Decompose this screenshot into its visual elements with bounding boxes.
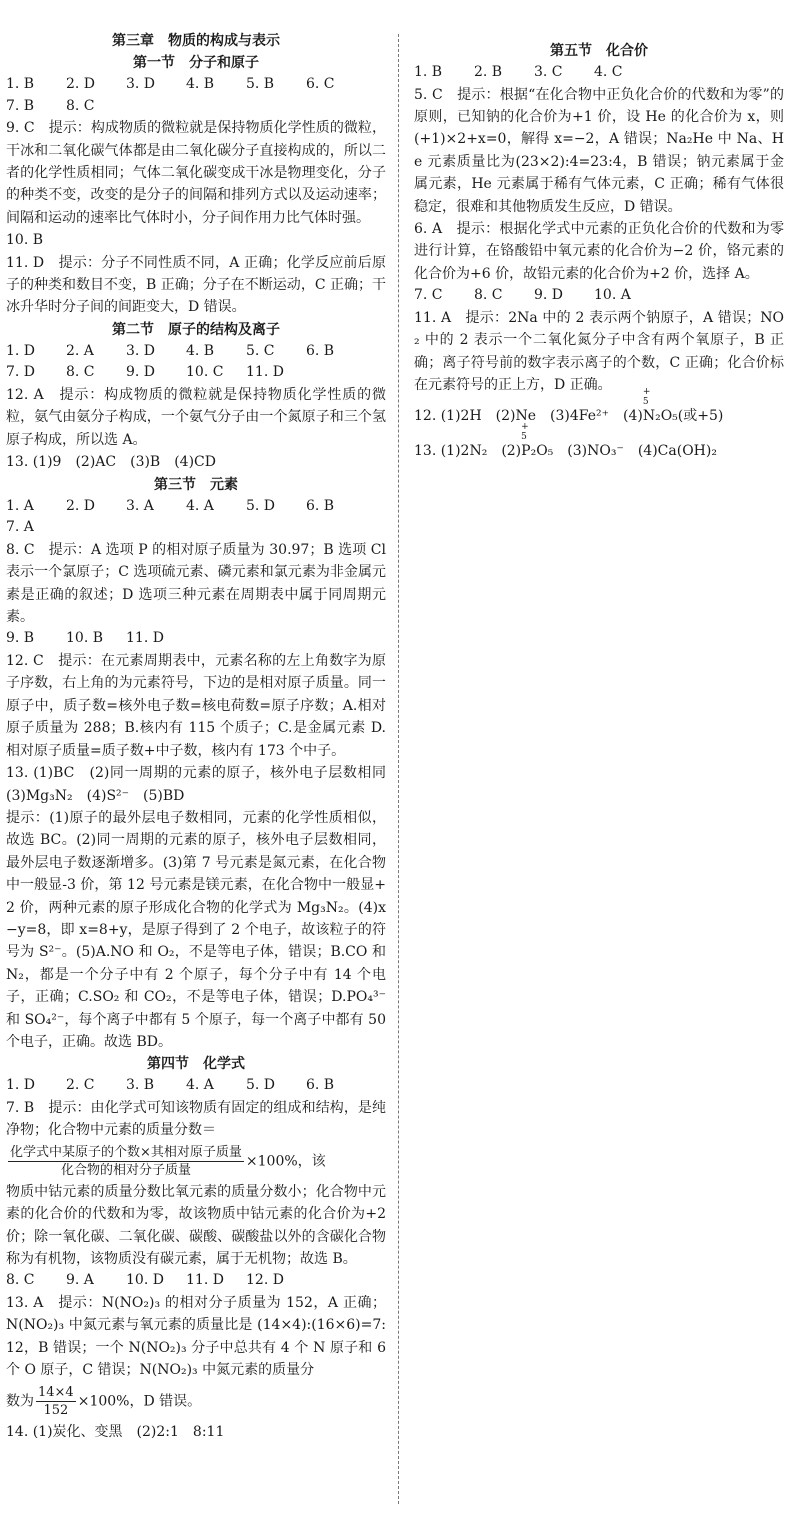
answer-paragraph: 12. A 提示：构成物质的微粒就是保持物质化学性质的微粒，氨气由氨分子构成，一个氨气分子由一个氮原子和三个氢原子构成，所以选 A。 (6, 387, 386, 448)
answer-paragraph: 12. (1)2H (2)Ne (3)4Fe²⁺ (4) +5 N₂O₅(或+5) (414, 401, 784, 431)
answer-row: 1. B 2. D 3. D 4. B 5. B 6. C (6, 76, 335, 92)
answer-row: 1. D 2. C 3. B 4. A 5. D 6. B (6, 1077, 335, 1094)
fraction: $\frac{14\times 4}{152}$ (38, 1384, 74, 1418)
answer-paragraph: 13. (1)2N₂ (2) +5 P₂O₅ (3)NO₃⁻ (4)Ca(OH)₂ (414, 436, 784, 466)
answer-paragraph: 6. A 提示：根据化学式中元素的正负化合价的代数和为零进行计算，在铬酸铅中氧元素的化合价为−2 价，铬元素的化合价为+6 价，故铅元素的化合价为+2 价，选择 A。 (414, 221, 784, 282)
section-1-title: 第一节 分子和原子 (133, 55, 259, 71)
answer-row: 1. A 2. D 3. A 4. A 5. D 6. B (6, 497, 335, 514)
answer-paragraph: 物质中钴元素的质量分数比氧元素的质量分数小；化合物中元素的化合价的代数和为零，故该物质中钴元素的化合价为+2 价；除一氧化碳、二氧化碳、碳酸、碳酸盐以外的含碳化合物称为有机物，该物质没有碳元素，属于无机物；故选 B。 (6, 1183, 386, 1267)
fraction: $\frac{\text{化学式中某原子的个数×其相对原子质量}}{\text{化合物的相对分子质量}}$ (10, 1144, 242, 1178)
answer-paragraph: 12. C 提示：在元素周期表中，元素名称的左上角数字为原子序数，右上角的为元素符号，下边的是相对原子质量。同一原子中，质子数=核外电子数=核电荷数=原子序数；A.相对原子质量为 288；B.核内有 115 个质子；C.是金属元素 D.相对原子质量=质子数+中子数，核内有 173 个中子。 (6, 653, 386, 759)
section-3-title: 第三节 元素 (154, 476, 238, 493)
answer-row: 7. D 8. C 9. D 10. C 11. D (6, 364, 284, 381)
answer-paragraph: 9. C 提示：构成物质的微粒就是保持物质化学性质的微粒，干冰和二氧化碳气体都是由二氧化碳分子直接构成的，所以二者的化学性质相同；气体二氧化碳变成干冰是物理变化，分子的种类不变，改变的是分子的间隔和排列方式以及运动速率；间隔和运动的速率比气体时小，分子间作用力比气体时强。 (6, 120, 386, 226)
answer-paragraph: 5. C 提示：根据“在化合物中正负化合价的代数和为零”的原则，已知钠的化合价为+1 价，设 He 的化合价为 x，则(+1)×2+x=0，解得 x=−2，A 错误；Na₂He 中 Na、He 元素质量比为(23×2):4=23:4，B 错误；钠元素属于金属元素，He 元素属于稀有气体元素，C 正确；稀有气体很稳定，很难和其他物质发生反应，D 错误。 (414, 86, 784, 215)
section-2-title: 第二节 原子的结构及离子 (112, 321, 280, 338)
fraction-line: 数为 $\frac{14\times 4}{152}$ ×100%，D 错误。 (6, 1384, 202, 1418)
answer-paragraph: 13. (1)9 (2)AC (3)B (4)CD (6, 454, 216, 471)
valence-formula: +5 P (521, 422, 531, 460)
answer-row: 7. C 8. C 9. D 10. A (414, 287, 631, 304)
answer-paragraph: 14. (1)炭化、变黑 (2)2:1 8:11 (6, 1423, 225, 1440)
answer-row: 1. D 2. A 3. D 4. B 5. C 6. B (6, 342, 335, 359)
answer-paragraph: 13. (1)BC (2)同一周期的元素的原子，核外电子层数相同 (3)Mg₃N₂ (4)S²⁻ (5)BD (6, 765, 400, 804)
formula: Mg₃N₂ (25, 787, 73, 804)
answer-paragraph: 13. A 提示：N(NO₂)₃ 的相对分子质量为 152，A 正确；N(NO₂)₃ 中氮元素与氧元素的质量比是 (14×4):(16×6)=7:12，B 错误；一个 N(NO₂)₃ 分子中总共有 4 个 N 原子和 6 个 O 原子，C 错误；N(NO₂)₃ 中氮元素的质量分 (6, 1295, 386, 1379)
answer-row: 9. B 10. B 11. D (6, 630, 164, 647)
answer-row: 7. A (6, 519, 34, 536)
answer-row: 7. B 8. C (6, 97, 95, 114)
section-5-title: 第五节 化合价 (550, 43, 648, 59)
answer-paragraph: 11. A 提示：2Na 中的 2 表示两个钠原子，A 错误；NO₂ 中的 2 表示一个二氧化氮分子中含有两个氧原子，B 正确；离子符号前的数字表示离子的个数，C 正确；化合价标在元素符号的正上方，D 正确。 (414, 309, 784, 394)
answer-paragraph: 11. D 提示：分子不同性质不同，A 正确；化学反应前后原子的种类和数目不变，B 正确；分子在不断运动，C 正确；干冰升华时分子间的间距变大，D 错误。 (6, 254, 386, 316)
left-column (6, 30, 400, 1443)
answer-paragraph: 10. B (6, 232, 44, 249)
answer-paragraph: 提示：(1)原子的最外层电子数相同，元素的化学性质相似，故选 BC。(2)同一周期的元素的原子，核外电子层数相同，最外层电子数逐渐增多。(3)第 7 号元素是氮元素，在化合物中一般显-3 价，第 12 号元素是镁元素，在化合物中一般显+2 价，两种元素的原子形成化合物的化学式为 Mg₃N₂。(4)x−y=8，即 x=8+y，是原子得到了 2 个电子，故该粒子的符号为 S²⁻。(5)A.NO 和 O₂，不是等电子体，错误；B.CO 和 N₂，都是一个分子中有 2 个原子，每个分子中有 14 个电子，正确；C.SO₂ 和 CO₂，不是等电子体，错误；D.PO₄³⁻和 SO₄²⁻，每个离子中都有 5 个原子，每一个离子中都有 50 个电子，正确。故选 BD。 (6, 809, 386, 1050)
mass-fraction-formula: $\frac{\text{化学式中某原子的个数×其相对原子质量}}{\text{化合物的相对分子质量}}$ ×100%，该 (10, 1144, 326, 1178)
answer-paragraph: 8. C 提示：A 选项 P 的相对原子质量为 30.97；B 选项 Cl 表示一个氯原子；C 选项硫元素、磷元素和氯元素为非金属元素是正确的叙述；D 选项三种元素在周期表中属于同周期元素。 (6, 541, 386, 626)
valence-formula: +5 N (642, 387, 656, 425)
answer-row: 1. B 2. B 3. C 4. C (414, 64, 623, 80)
right-column (414, 40, 784, 466)
answer-row: 8. C 9. A 10. D 11. D 12. D (6, 1272, 284, 1289)
chapter-title: 第三章 物质的构成与表示 (112, 33, 280, 49)
answer-paragraph: 7. B 提示：由化学式可知该物质有固定的组成和结构，是纯净物；化合物中元素的质量分数＝ (6, 1099, 386, 1139)
section-4-title: 第四节 化学式 (147, 1056, 245, 1073)
